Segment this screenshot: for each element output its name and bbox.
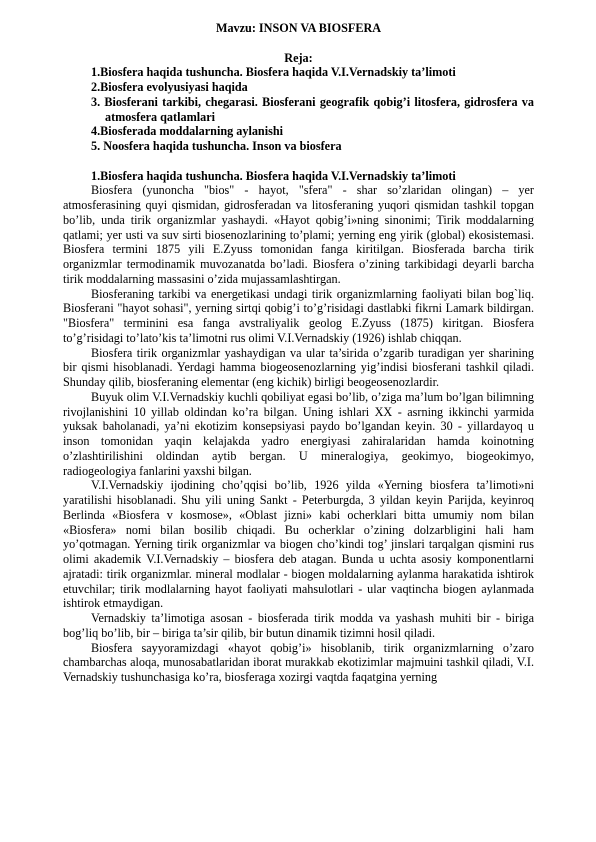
plan-item: 1.Biosfera haqida tushuncha. Biosfera haqida V.I.Vernadskiy ta’limoti bbox=[91, 65, 456, 80]
body-paragraph: Buyuk olim V.I.Vernadskiy kuchli qobiliyat egasi bo’lib, o’ziga ma’lum bo’lgan bilimning rivojlanishini 10 yillab oldindan ko’ra bilgan. Uning ishlari XX - asrning ikkinchi yarmida yuksak baholanadi, ya’ni ekotizim konsepsiyasi paydo bo’lgandan keyin. 30 - yillardayoq u inson tomonidan yaqin kelajakda yadro energiyasi zahiralaridan hamda koinotning o’zlashtirilishini oldindan aytib bergan. U mineralogiya, geokimyo, biogeokimyo, radiogeologiya fanlarini yaxshi bilgan. bbox=[63, 389, 534, 478]
body-paragraph: V.I.Vernadskiy ijodining cho’qqisi bo’lib, 1926 yilda «Yerning biosfera ta’limoti»ni yaratilishi hisoblanadi. Shu yili uning Sankt - Peterburgda, 3 yildan keyin Parijda, keyinroq Berlinda «Biosfera v kosmose», «Oblast jizni» kabi ocherklari bitta umumiy nom bilan «Biosfera» nomi bilan bosilib chiqadi. Bu ocherklar o’zining dolzarbligini hali ham yo’qotmagan. Yerning tirik organizmlar va biogen cho’kindi tog’ jinslari tarqalgan qismini rus olimi akademik V.I.Vernadskiy – biosfera deb atagan. Bunda u uchta asosiy komponentlarni ajratadi: tirik organizmlar. mineral modlalar - biogen moldalarning aylanma harakatida ishtirok etuvchilar; tirik modlalarning hayot faoliyati mahsulotlari - ular vaqtincha biogen aylanmada ishtirok etmaydigan. bbox=[63, 478, 534, 611]
plan-heading: Reja: bbox=[284, 50, 313, 65]
body-paragraph: Biosfera tirik organizmlar yashaydigan va ular ta’sirida o’zgarib turadigan yer sharining bir qismi hisoblanadi. Yerdagi hamma biogeosenozlarning yig’indisi biosferani tashkil qiladi. Shunday qilib, biosferaning elementar (eng kichik) birligi beogeosenozlardir. bbox=[63, 345, 534, 389]
plan-list bbox=[63, 65, 534, 154]
section-heading: 1.Biosfera haqida tushuncha. Biosfera haqida V.I.Vernadskiy ta’limoti bbox=[91, 168, 456, 183]
body-paragraph: Vernadskiy ta’limotiga asosan - biosferada tirik modda va yashash muhiti bir - biriga bog’liq bo’lib, bir – biriga ta’sir qilib, bir butun dinamik tizimni hosil qiladi. bbox=[63, 611, 534, 640]
document-page bbox=[63, 21, 534, 685]
spacer bbox=[63, 154, 534, 169]
body-paragraph: Biosfera sayyoramizdagi «hayot qobig’i» hisoblanib, tirik organizmlarning o’zaro chambarchas aloqa, munosabatlaridan iborat murakkab ekotizimlar majmuini tashkil qiladi, V.I. Vernadskiy tushunchasiga ko’ra, biosferaga xozirgi vaqtda faqatgina yerning bbox=[63, 640, 534, 684]
body-paragraph: Biosferaning tarkibi va energetikasi undagi tirik organizmlarning faoliyati bilan bog`liq. Biosferani "hayot sohasi", yerning sirtqi qobig’i to’g’risidagi dastlabki fikrni Lamark bildirgan. "Biosfera" terminini esa fanga avstraliyalik geolog E.Zyuss (1875) kiritgan. Biosfera to’g’risidagi to’lato’kis ta’limotni rus olimi V.I.Vernadskiy (1926) ishlab chiqqan. bbox=[63, 286, 534, 345]
plan-item: 3. Biosferani tarkibi, chegarasi. Biosferani geografik qobig’i litosfera, gidrosfera va atmosfera qatlamlari bbox=[91, 94, 534, 124]
body-paragraph: Biosfera (yunoncha "bios" - hayot, "sfera" - shar so’zlaridan olingan) – yer atmosferasining quyi qismidan, gidrosferadan va litosferaning yuqori qismidan tashkil topgan bo’lib, unda tirik organizmlar yashaydi. «Hayot qobig’i»ning sinonimi; Tirik moddalarning qatlami; yer usti va suv sirti biosenozlarining to’plami; yerning eng yirik (global) ekosistemasi. Biosfera termini 1875 yili E.Zyuss tomonidan fanga kiritilgan. Biosferada barcha tirik organizmlar termodinamik muvozanatda bo’ladi. Biosfera o’zining tarkibidagi deyarli barcha tirik moddalarning massasini o’zida mujassamlashtirgan. bbox=[63, 183, 534, 286]
plan-item: 2.Biosfera evolyusiyasi haqida bbox=[91, 80, 248, 94]
plan-item: 4.Biosferada moddalarning aylanishi bbox=[91, 124, 283, 139]
plan-item: 5. Noosfera haqida tushuncha. Inson va biosfera bbox=[91, 139, 342, 153]
document-title: Mavzu: INSON VA BIOSFERA bbox=[215, 21, 382, 35]
